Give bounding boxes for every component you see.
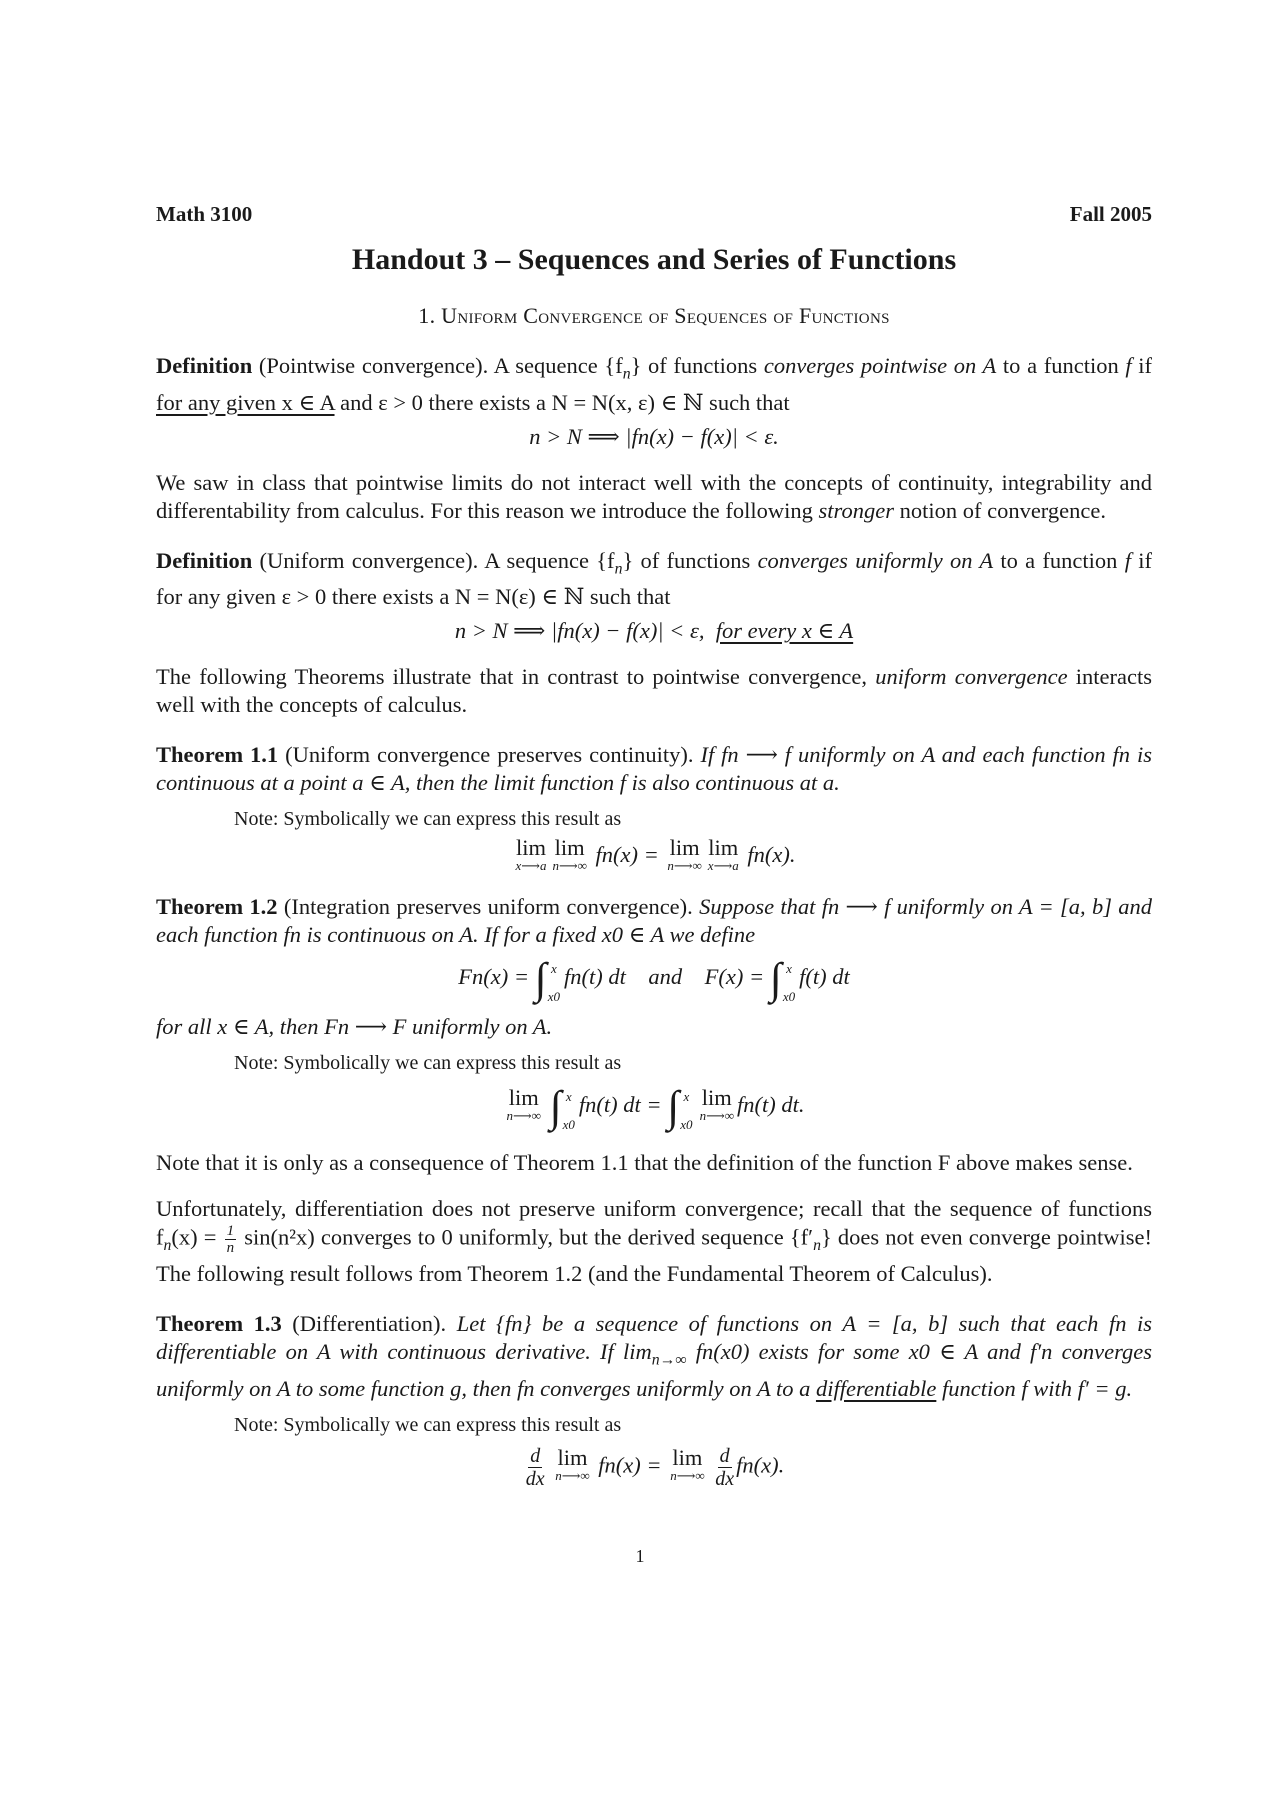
section-heading: 1. Uniform Convergence of Sequences of Functions bbox=[418, 303, 890, 328]
definition-pointwise: Definition (Pointwise convergence). A sequence $\{f_n\}$ of functions converges pointwise on A to a function f if for any given x ∈ A and ε > 0 there exists a N = N(x, ε) ∈ ℕ such that bbox=[156, 353, 1153, 415]
paragraph-consequence: Note that it is only as a consequence of Theorem 1.1 that the definition of the function F above makes sense. bbox=[156, 1150, 1133, 1175]
definition-uniform: Definition (Uniform convergence). A sequence $\{f_n\}$ of functions converges uniformly on A to a function f if for any given ε > 0 there exists a N = N(ε) ∈ ℕ such that bbox=[156, 547, 1152, 609]
theorem-1-2: Theorem 1.2 (Integration preserves uniform convergence). Suppose that fn ⟶ f uniformly on A = [a, b] and each function fn is continuous on A. If for a fixed x0 ∈ A we define bbox=[156, 894, 1153, 947]
handout-title: Handout 3 – Sequences and Series of Functions bbox=[351, 243, 957, 276]
paragraph-motivation: We saw in class that pointwise limits do not interact well with the concepts of continuity, integrability and differentability from calculus. For this reason we introduce the following stronger notion of convergence. bbox=[156, 469, 1152, 523]
theorem-1-1: Theorem 1.1 (Uniform convergence preserves continuity). If fn ⟶ f uniformly on A and each function fn is continuous at a point a ∈ A, then the limit function f is also continuous at a. bbox=[156, 742, 1152, 795]
theorem-1-1-formula: lim x⟶a lim n⟶∞ fn(x) = lim n⟶∞ lim x⟶a fn(x). bbox=[515, 835, 796, 873]
theorem-1-3-note: Note: Symbolically we can express this result as bbox=[234, 1413, 622, 1436]
page-number: 1 bbox=[635, 1546, 645, 1566]
term-label: Fall 2005 bbox=[1069, 202, 1152, 226]
theorem-1-3-formula: $\frac{d}{dx}$ lim n⟶∞ fn(x) = lim n⟶∞ $\frac{d}{dx}$ fn(x). bbox=[525, 1444, 785, 1490]
paragraph-differentiation: Unfortunately, differentiation does not preserve uniform convergence; recall that the sequence of functions $f_n(x)$ = $\frac{1}{n}$ sin(n²x) converges to 0 uniformly, but the derived sequence $\{f'_n\}$ does not even converge pointwise! The following result follows from Theorem 1.2 (and the Fundamental Theorem of Calculus). bbox=[156, 1196, 1152, 1287]
paragraph-theorems-intro: The following Theorems illustrate that in contrast to pointwise convergence, uniform convergence interacts well with the concepts of calculus. bbox=[156, 664, 1152, 717]
theorem-1-1-note: Note: Symbolically we can express this result as bbox=[234, 808, 622, 830]
theorem-1-2-definitions: Fn(x) = ∫ x x0 fn(t) dt and F(x) = ∫ x x0 f(t) dt bbox=[458, 954, 850, 1004]
uniform-condition: n > N ⟹ |fn(x) − f(x)| < ε, for every x ∈ A bbox=[454, 618, 854, 643]
pointwise-condition: n > N ⟹ |fn(x) − f(x)| < ε. bbox=[529, 423, 779, 449]
theorem-1-2-note: Note: Symbolically we can express this result as bbox=[234, 1052, 622, 1074]
theorem-1-2-conclusion: for all x ∈ A, then Fn ⟶ F uniformly on A. bbox=[156, 1014, 553, 1039]
course-label: Math 3100 bbox=[156, 202, 253, 226]
running-header bbox=[156, 200, 1152, 228]
theorem-1-3: Theorem 1.3 (Differentiation). Let {fn} be a sequence of functions on A = [a, b] such that each fn is differentiable on A with continuous derivative. If $\lim_{n\to\infty} fn(x0)$ exists for some x0 ∈ A and f′n converges uniformly on A to some function g, then fn converges uniformly on A to a differentiable function f with f′ = g. bbox=[156, 1311, 1153, 1401]
handout-page bbox=[156, 200, 1152, 1500]
theorem-1-2-formula: lim n⟶∞ ∫ x x0 fn(t) dt = ∫ x x0 lim n⟶∞ fn(t) dt. bbox=[506, 1082, 805, 1132]
